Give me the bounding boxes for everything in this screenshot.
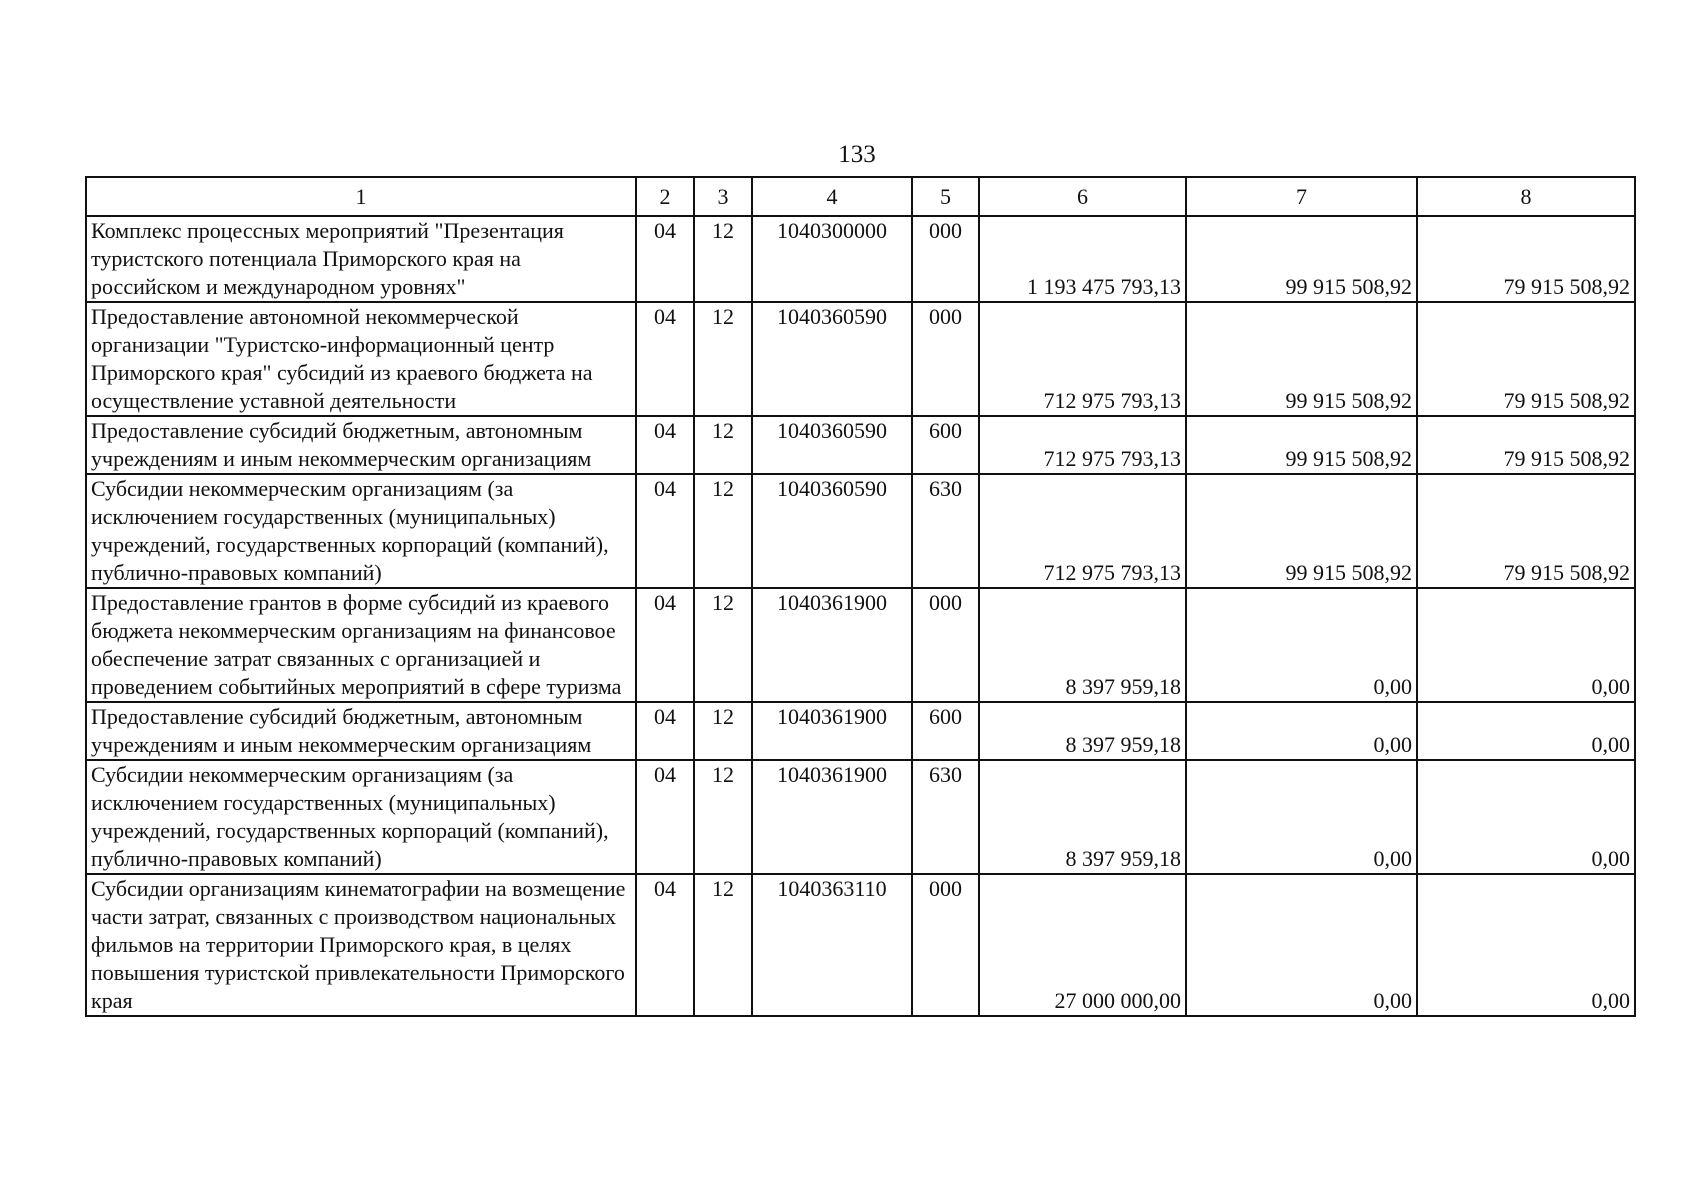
section-code: 04 [636, 302, 694, 416]
target-article-code: 1040361900 [752, 588, 912, 702]
target-article-code: 1040363110 [752, 874, 912, 1016]
table-row [86, 702, 1635, 760]
section-code: 04 [636, 760, 694, 874]
column-number-row [86, 177, 1635, 216]
subsection-code: 12 [694, 702, 752, 760]
row-description: Предоставление субсидий бюджетным, автономным учреждениям и иным некоммерческим организациям [86, 702, 636, 760]
expense-type-code: 630 [912, 760, 979, 874]
expense-type-code: 600 [912, 416, 979, 474]
column-header: 3 [694, 177, 752, 216]
column-header: 8 [1417, 177, 1635, 216]
amount-col8: 0,00 [1417, 760, 1635, 874]
subsection-code: 12 [694, 760, 752, 874]
row-description: Субсидии некоммерческим организациям (за исключением государственных (муниципальных) учреждений, государственных корпораций (компаний), публично-правовых компаний) [86, 474, 636, 588]
amount-col8: 0,00 [1417, 874, 1635, 1016]
amount-col6: 712 975 793,13 [979, 302, 1186, 416]
row-description: Предоставление грантов в форме субсидий из краевого бюджета некоммерческим организациям на финансовое обеспечение затрат связанных с организацией и проведением событийных мероприятий в сфере туризма [86, 588, 636, 702]
expense-type-code: 000 [912, 216, 979, 302]
column-header: 4 [752, 177, 912, 216]
subsection-code: 12 [694, 874, 752, 1016]
amount-col8: 0,00 [1417, 702, 1635, 760]
target-article-code: 1040360590 [752, 416, 912, 474]
row-description: Субсидии некоммерческим организациям (за исключением государственных (муниципальных) учреждений, государственных корпораций (компаний), публично-правовых компаний) [86, 760, 636, 874]
row-description: Субсидии организациям кинематографии на возмещение части затрат, связанных с производством национальных фильмов на территории Приморского края, в целях повышения туристской привлекательности Приморского края [86, 874, 636, 1016]
row-description: Предоставление субсидий бюджетным, автономным учреждениям и иным некоммерческим организациям [86, 416, 636, 474]
table-row [86, 588, 1635, 702]
subsection-code: 12 [694, 216, 752, 302]
expense-type-code: 000 [912, 302, 979, 416]
amount-col7: 99 915 508,92 [1186, 216, 1417, 302]
amount-col6: 712 975 793,13 [979, 416, 1186, 474]
amount-col6: 27 000 000,00 [979, 874, 1186, 1016]
expense-type-code: 630 [912, 474, 979, 588]
section-code: 04 [636, 874, 694, 1016]
column-header: 2 [636, 177, 694, 216]
amount-col7: 99 915 508,92 [1186, 416, 1417, 474]
section-code: 04 [636, 588, 694, 702]
table-row [86, 302, 1635, 416]
amount-col8: 79 915 508,92 [1417, 474, 1635, 588]
budget-table [85, 176, 1636, 1017]
table-row [86, 216, 1635, 302]
target-article-code: 1040361900 [752, 760, 912, 874]
column-header: 5 [912, 177, 979, 216]
target-article-code: 1040361900 [752, 702, 912, 760]
table-row [86, 474, 1635, 588]
amount-col7: 0,00 [1186, 702, 1417, 760]
amount-col6: 1 193 475 793,13 [979, 216, 1186, 302]
section-code: 04 [636, 416, 694, 474]
section-code: 04 [636, 702, 694, 760]
amount-col6: 8 397 959,18 [979, 760, 1186, 874]
amount-col8: 79 915 508,92 [1417, 216, 1635, 302]
amount-col7: 0,00 [1186, 760, 1417, 874]
amount-col7: 99 915 508,92 [1186, 302, 1417, 416]
amount-col6: 8 397 959,18 [979, 588, 1186, 702]
table-row [86, 760, 1635, 874]
row-description: Предоставление автономной некоммерческой организации "Туристско-информационный центр Приморского края" субсидий из краевого бюджета на осуществление уставной деятельности [86, 302, 636, 416]
amount-col6: 712 975 793,13 [979, 474, 1186, 588]
amount-col7: 0,00 [1186, 588, 1417, 702]
amount-col6: 8 397 959,18 [979, 702, 1186, 760]
expense-type-code: 000 [912, 874, 979, 1016]
amount-col8: 79 915 508,92 [1417, 416, 1635, 474]
target-article-code: 1040360590 [752, 474, 912, 588]
subsection-code: 12 [694, 474, 752, 588]
amount-col7: 99 915 508,92 [1186, 474, 1417, 588]
subsection-code: 12 [694, 588, 752, 702]
section-code: 04 [636, 216, 694, 302]
column-header: 1 [86, 177, 636, 216]
subsection-code: 12 [694, 416, 752, 474]
section-code: 04 [636, 474, 694, 588]
target-article-code: 1040300000 [752, 216, 912, 302]
amount-col7: 0,00 [1186, 874, 1417, 1016]
page-number: 133 [838, 141, 876, 168]
subsection-code: 12 [694, 302, 752, 416]
amount-col8: 0,00 [1417, 588, 1635, 702]
table-row [86, 874, 1635, 1016]
column-header: 6 [979, 177, 1186, 216]
expense-type-code: 600 [912, 702, 979, 760]
target-article-code: 1040360590 [752, 302, 912, 416]
expense-type-code: 000 [912, 588, 979, 702]
table-row [86, 416, 1635, 474]
row-description: Комплекс процессных мероприятий "Презентация туристского потенциала Приморского края на российском и международном уровнях" [86, 216, 636, 302]
amount-col8: 79 915 508,92 [1417, 302, 1635, 416]
column-header: 7 [1186, 177, 1417, 216]
